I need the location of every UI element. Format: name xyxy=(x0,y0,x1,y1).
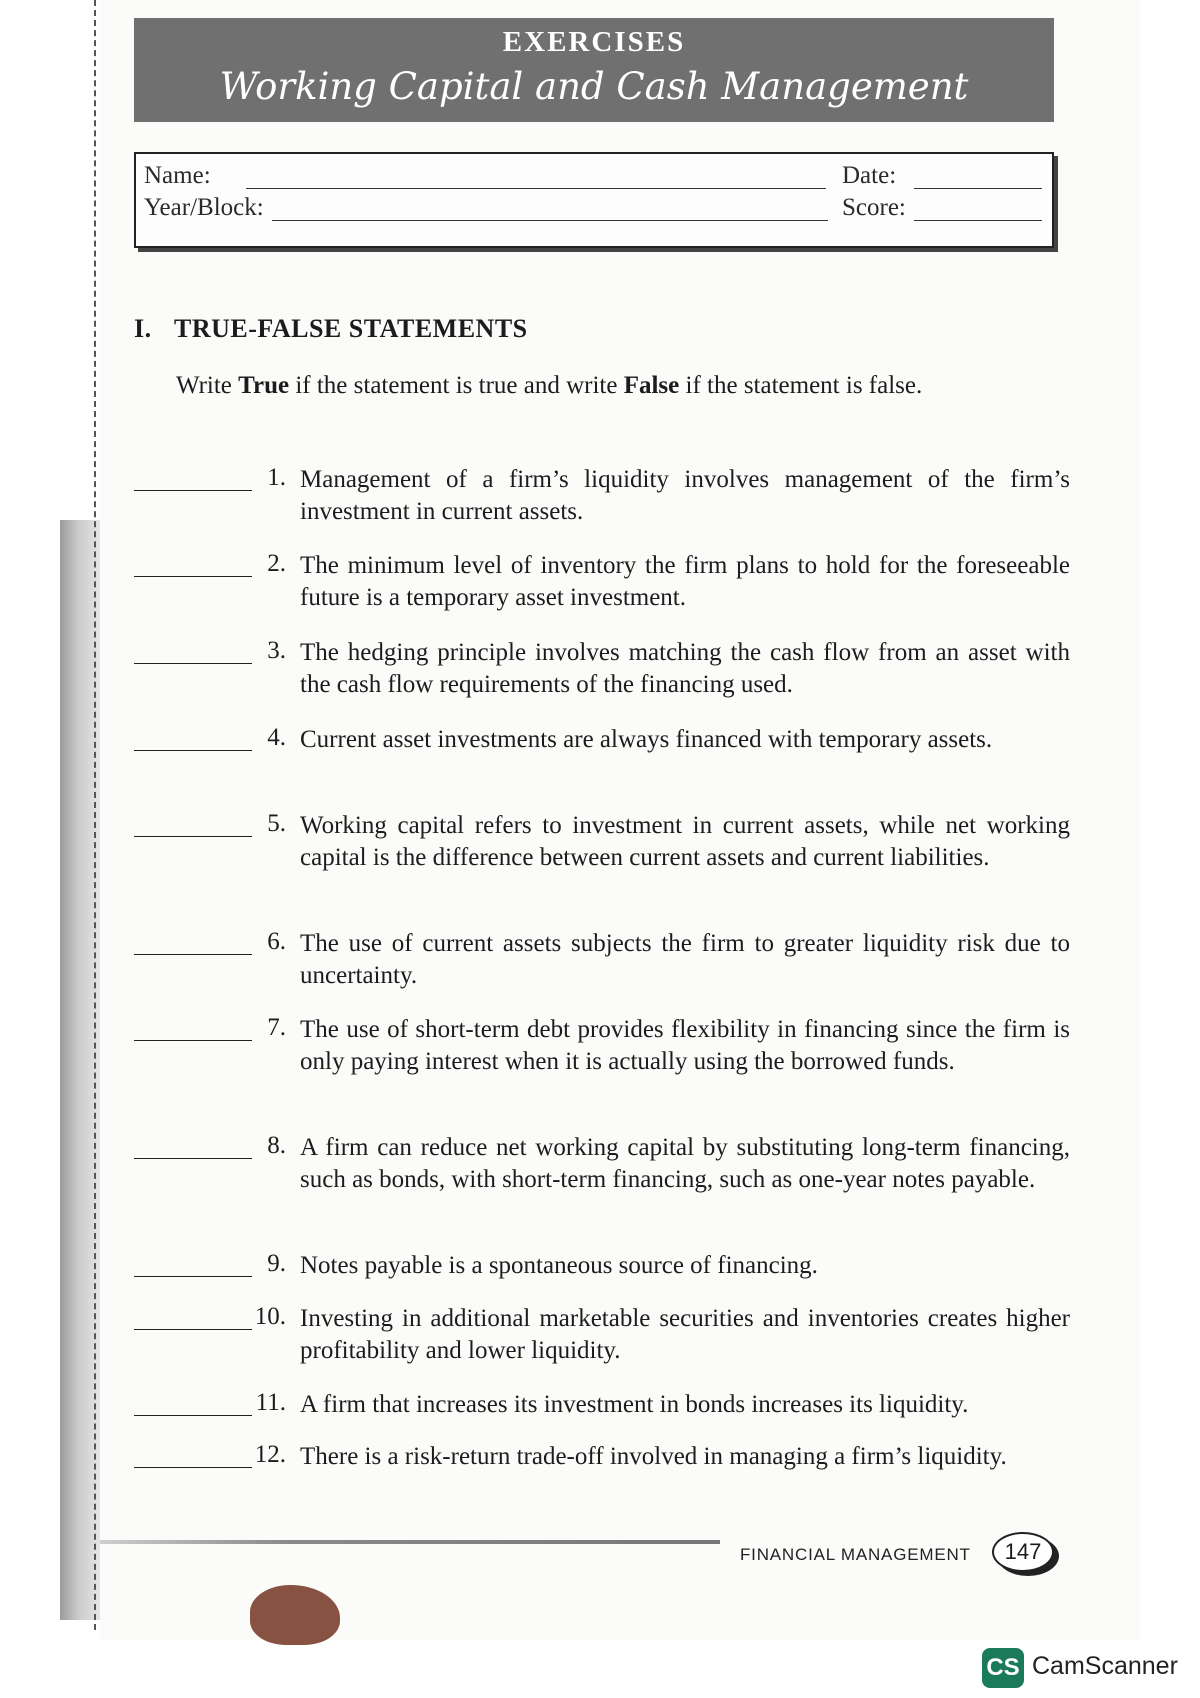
instruction-part: if the statement is true and write xyxy=(289,372,624,399)
question-number: 3. xyxy=(267,637,286,664)
question-text: Investing in additional marketable securities and inventories creates higher profitability and lower liquidity. xyxy=(300,1305,1070,1364)
question-text: The minimum level of inventory the firm plans to hold for the foreseeable future is a temporary asset investment. xyxy=(300,552,1070,611)
question-text: There is a risk-return trade-off involved in managing a firm’s liquidity. xyxy=(300,1443,1007,1470)
answer-blank[interactable] xyxy=(134,1276,252,1277)
instruction-text xyxy=(176,372,922,400)
answer-blank[interactable] xyxy=(134,1467,252,1468)
name-label: Name: xyxy=(144,162,211,189)
question-number: 10. xyxy=(254,1303,286,1330)
page-number-badge: 147 xyxy=(992,1532,1054,1572)
question-number: 11. xyxy=(255,1389,286,1416)
answer-blank[interactable] xyxy=(134,750,252,751)
question-number: 12. xyxy=(254,1441,286,1468)
question-number: 4. xyxy=(267,724,286,751)
section-title: TRUE-FALSE STATEMENTS xyxy=(174,314,528,343)
answer-blank[interactable] xyxy=(134,954,252,955)
question-text: The hedging principle involves matching the cash flow from an asset with the cash flow requirements of the financing used. xyxy=(300,639,1070,698)
instruction-false-word: False xyxy=(623,372,680,399)
answer-blank[interactable] xyxy=(134,1040,252,1041)
question-number: 7. xyxy=(267,1014,286,1041)
instruction-true-word: True xyxy=(238,372,290,399)
question-text: Management of a firm’s liquidity involves management of the firm’s investment in current assets. xyxy=(300,466,1070,525)
instruction-part: Write xyxy=(176,372,239,399)
instruction-part: if the statement is false. xyxy=(679,372,923,399)
answer-blank[interactable] xyxy=(134,1415,252,1416)
score-line[interactable] xyxy=(914,220,1042,221)
name-line[interactable] xyxy=(246,188,826,189)
answer-blank[interactable] xyxy=(134,1329,252,1330)
answer-blank[interactable] xyxy=(134,576,252,577)
question-number: 2. xyxy=(267,550,286,577)
answer-blank[interactable] xyxy=(134,1158,252,1159)
banner-title: EXERCISES xyxy=(502,26,686,58)
question-number: 9. xyxy=(267,1250,286,1277)
answer-blank[interactable] xyxy=(134,663,252,664)
student-info-box xyxy=(134,152,1054,248)
question-number: 6. xyxy=(267,928,286,955)
question-text: The use of current assets subjects the firm to greater liquidity risk due to uncertainty. xyxy=(300,930,1070,989)
camscanner-logo-icon: CS xyxy=(982,1648,1024,1688)
score-label: Score: xyxy=(842,194,906,221)
worksheet-page xyxy=(100,0,1140,1640)
scan-edge-dashed-line xyxy=(94,0,96,1630)
year-block-line[interactable] xyxy=(272,220,828,221)
date-line[interactable] xyxy=(914,188,1042,189)
question-number: 8. xyxy=(267,1132,286,1159)
footer-book-title: FINANCIAL MANAGEMENT xyxy=(740,1545,971,1564)
question-text: Current asset investments are always financed with temporary assets. xyxy=(300,726,993,753)
question-text: The use of short-term debt provides flexibility in financing since the firm is only paying interest when it is actually using the borrowed funds. xyxy=(300,1016,1070,1075)
question-number: 1. xyxy=(267,464,286,491)
banner-subtitle: Working Capital and Cash Management xyxy=(219,65,969,108)
date-label: Date: xyxy=(842,162,897,189)
year-block-label: Year/Block: xyxy=(144,194,264,221)
camscanner-watermark: CamScanner xyxy=(1032,1652,1178,1680)
section-number: I. xyxy=(134,314,152,343)
footer-rule xyxy=(100,1540,720,1544)
section-heading xyxy=(134,314,528,344)
question-text: A firm that increases its investment in bonds increases its liquidity. xyxy=(300,1391,969,1418)
question-text: Notes payable is a spontaneous source of financing. xyxy=(300,1252,818,1279)
thumb-in-frame xyxy=(250,1585,340,1645)
question-text: Working capital refers to investment in current assets, while net working capital is the difference between current assets and current liabilities. xyxy=(300,812,1070,871)
answer-blank[interactable] xyxy=(134,490,252,491)
answer-blank[interactable] xyxy=(134,836,252,837)
question-number: 5. xyxy=(267,810,286,837)
question-text: A firm can reduce net working capital by substituting long-term financing, such as bonds, with short-term financing, such as one-year notes payable. xyxy=(300,1134,1070,1193)
exercise-banner xyxy=(134,18,1054,122)
